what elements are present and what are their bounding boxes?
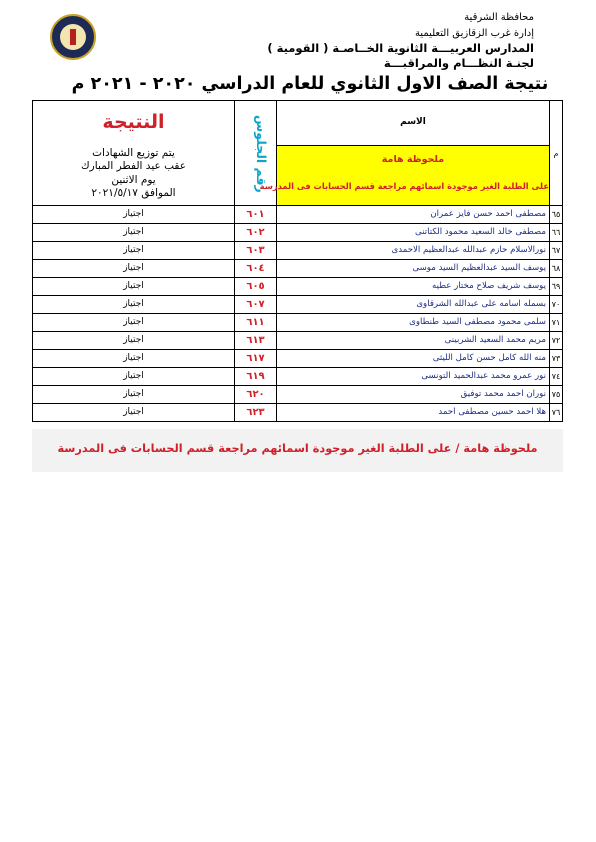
footer-note-panel [32, 429, 563, 472]
result-cell: اجتياز [32, 278, 234, 296]
row-index-cell: ٦٥ [549, 206, 563, 224]
table-row [32, 332, 563, 350]
table-row [32, 386, 563, 404]
seat-number-cell: ٦٢٣ [234, 404, 276, 422]
student-name-cell: يوسف السيد عبدالعظيم السيد موسى [276, 260, 549, 278]
seat-number-cell: ٦١٧ [234, 350, 276, 368]
seat-number-cell: ٦٠٧ [234, 296, 276, 314]
row-index-cell: ٧٣ [549, 350, 563, 368]
result-cell: اجتياز [32, 350, 234, 368]
seat-number-cell: ٦٠٢ [234, 224, 276, 242]
student-name-cell: بسمله اسامه على عبدالله الشرقاوى [276, 296, 549, 314]
name-column-header [276, 100, 549, 146]
student-name-cell: مريم محمد السعيد الشربينى [276, 332, 549, 350]
seat-number-cell: ٦٠١ [234, 206, 276, 224]
result-cell: اجتياز [32, 368, 234, 386]
student-name-cell: نورالاسلام حازم عبدالله عبدالعظيم الاحمدى [276, 242, 549, 260]
result-cell: اجتياز [32, 260, 234, 278]
row-index-cell: ٧٢ [549, 332, 563, 350]
result-cell: اجتياز [32, 206, 234, 224]
governorate-label: محافظة الشرقية [464, 12, 534, 23]
student-name-cell: هلا احمد حسين مصطفى احمد [276, 404, 549, 422]
row-index-cell: ٦٧ [549, 242, 563, 260]
administration-label: إدارة غرب الزقازيق التعليمية [414, 28, 534, 39]
row-index-cell: ٧٠ [549, 296, 563, 314]
seat-number-cell: ٦٢٠ [234, 386, 276, 404]
seat-number-cell: ٦١٩ [234, 368, 276, 386]
table-row [32, 242, 563, 260]
index-header-label: م [553, 149, 559, 158]
row-index-cell: ٧١ [549, 314, 563, 332]
distribution-line: يوم الاثنين [111, 173, 156, 186]
seat-number-cell: ٦١٣ [234, 332, 276, 350]
result-cell: اجتياز [32, 332, 234, 350]
row-index-cell: ٧٥ [549, 386, 563, 404]
note-text: على الطلبة الغير موجودة اسمائهم مراجعة قسم الحسابات فى المدرسة [259, 181, 549, 191]
committee-label: لجنـة النظـــام والمراقبـــة [383, 56, 534, 70]
row-index-cell: ٦٨ [549, 260, 563, 278]
result-cell: اجتياز [32, 224, 234, 242]
table-row [32, 224, 563, 242]
note-title: ملحوظة هامة [381, 154, 445, 165]
student-name-cell: سلمى محمود مصطفى السيد طنطاوى [276, 314, 549, 332]
table-row [32, 350, 563, 368]
table-row [32, 296, 563, 314]
index-column-header [549, 100, 563, 206]
name-header-label: الاسم [400, 117, 426, 127]
row-index-cell: ٦٩ [549, 278, 563, 296]
seat-number-cell: ٦٠٣ [234, 242, 276, 260]
table-row [32, 206, 563, 224]
row-index-cell: ٧٤ [549, 368, 563, 386]
result-cell: اجتياز [32, 314, 234, 332]
result-column-header [32, 100, 234, 206]
seat-number-cell: ٦٠٤ [234, 260, 276, 278]
student-name-cell: يوسف شريف صلاح مختار عطيه [276, 278, 549, 296]
seat-number-header-label: رقم الجلوس [254, 115, 269, 193]
student-name-cell: مصطفى احمد حسن فايز عمران [276, 206, 549, 224]
seat-number-cell: ٦٠٥ [234, 278, 276, 296]
certificate-distribution-note [33, 147, 234, 200]
student-name-cell: مصطفى خالد السعيد محمود الكتاتنى [276, 224, 549, 242]
table-row [32, 278, 563, 296]
student-name-cell: نور عمرو محمد عبدالحميد التونسى [276, 368, 549, 386]
table-row [32, 260, 563, 278]
table-row [32, 368, 563, 386]
results-sheet [32, 100, 563, 472]
result-cell: اجتياز [32, 242, 234, 260]
distribution-line: الموافق ٢٠٢١/٥/١٧ [91, 186, 176, 199]
logo-torch-icon [70, 29, 76, 45]
row-index-cell: ٦٦ [549, 224, 563, 242]
result-header-label: النتيجة [102, 111, 165, 133]
table-row [32, 314, 563, 332]
student-name-cell: منه الله كامل حسن كامل الليثى [276, 350, 549, 368]
seat-number-cell: ٦١١ [234, 314, 276, 332]
schools-label: المدارس العربيـــة الثانوية الخــاصـة ( القومية ) [267, 41, 534, 55]
distribution-line: يتم توزيع الشهادات [92, 147, 175, 159]
important-note-box [259, 146, 549, 206]
result-cell: اجتياز [32, 386, 234, 404]
school-logo [50, 14, 96, 60]
table-row [32, 404, 563, 422]
result-cell: اجتياز [32, 404, 234, 422]
result-cell: اجتياز [32, 296, 234, 314]
row-index-cell: ٧٦ [549, 404, 563, 422]
page-title: نتيجة الصف الاول الثانوي للعام الدراسي ٢٠٢٠ - ٢٠٢١ م [71, 74, 549, 94]
footer-note-text: ملحوظة هامة / على الطلبة الغير موجودة اسمائهم مراجعة قسم الحسابات فى المدرسة [57, 442, 538, 455]
student-name-cell: نوران احمد محمد توفيق [276, 386, 549, 404]
results-table [32, 100, 563, 429]
distribution-line: عقب عيد الفطر المبارك [81, 160, 186, 173]
